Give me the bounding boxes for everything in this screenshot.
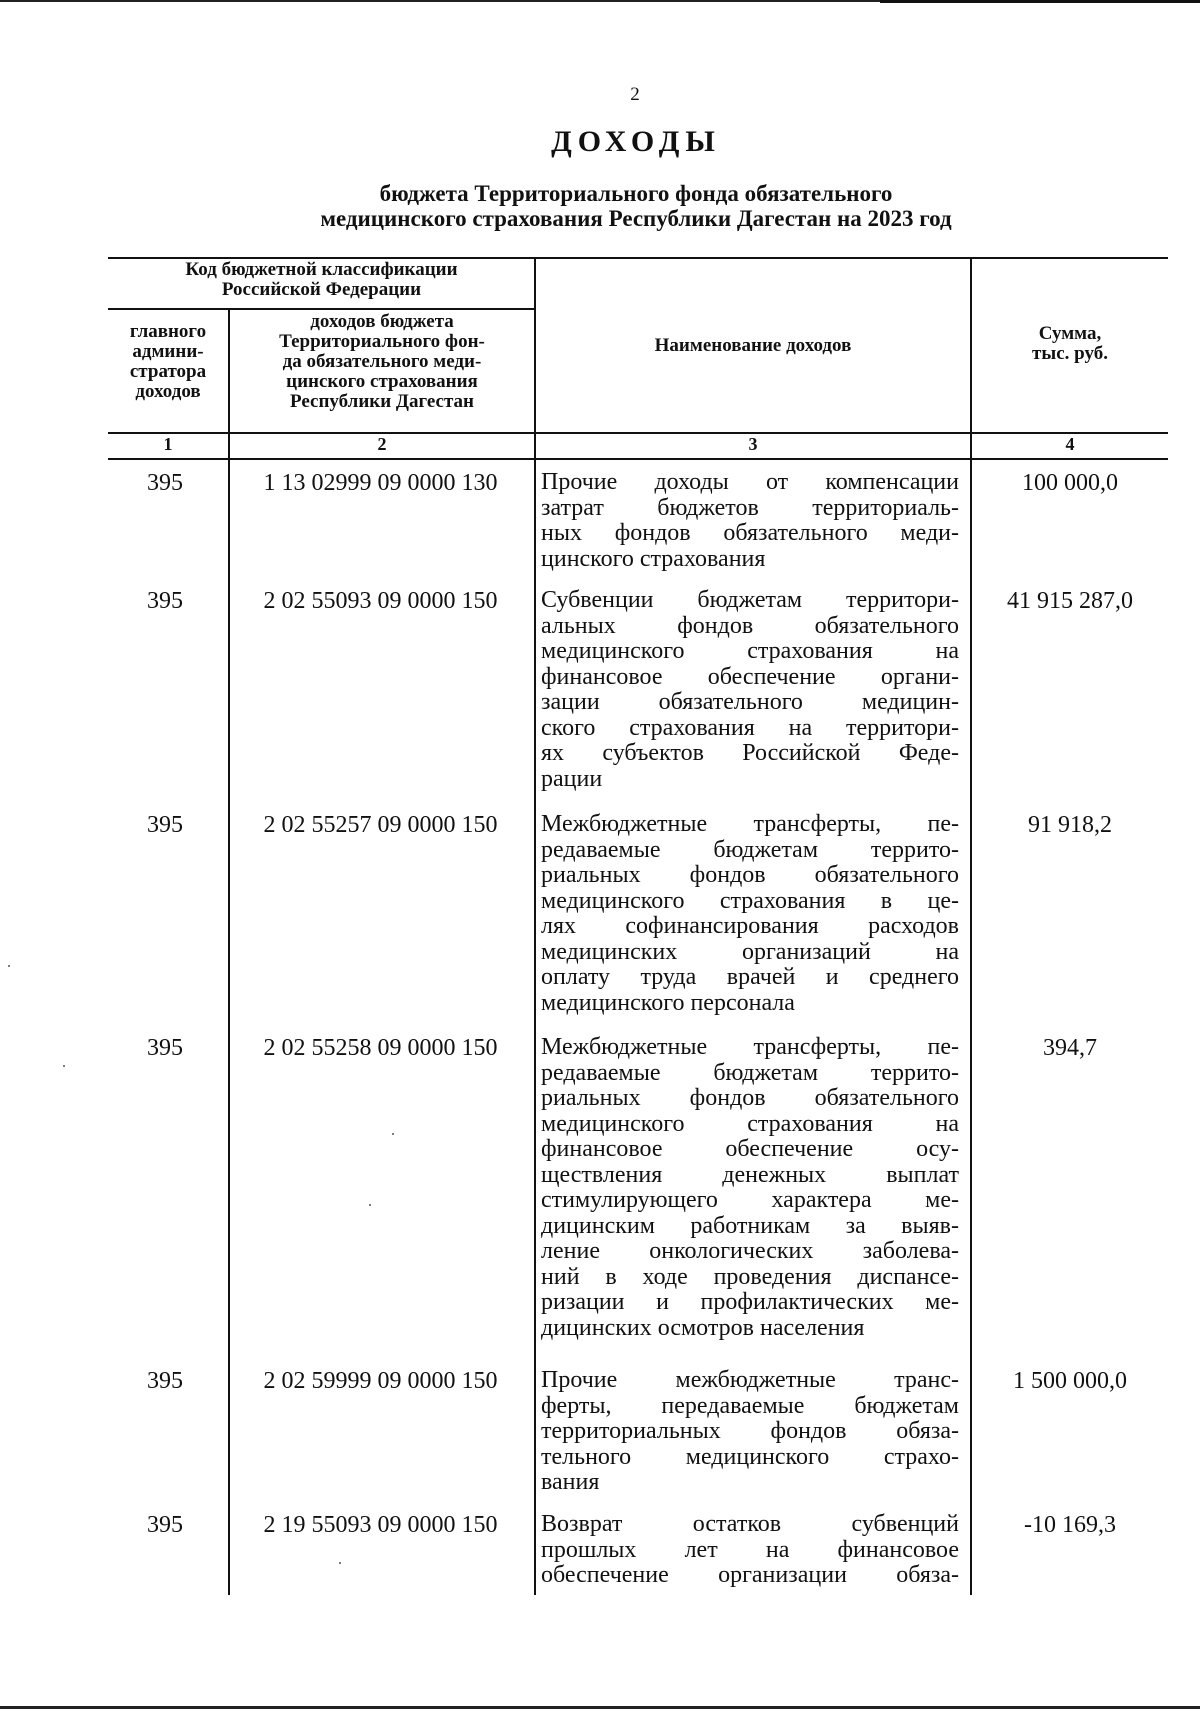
scan-speck [369, 1204, 371, 1206]
income-name-cell [541, 1512, 959, 1589]
income-name-line: финансовое обеспечение органи- [541, 663, 959, 690]
admin-code-cell: 395 [147, 470, 183, 496]
header-text: доходов бюджета [310, 311, 454, 332]
income-name-line: цинского страхования [541, 545, 766, 572]
budget-code-cell: 1 13 02999 09 0000 130 [263, 470, 498, 496]
income-name-line: Прочие доходы от компенсации [541, 469, 959, 495]
budget-code-cell: 2 02 59999 09 0000 150 [263, 1368, 498, 1394]
amount-cell: 91 918,2 [1028, 812, 1112, 838]
income-name-cell [541, 588, 959, 792]
income-name-line: медицинских организаций на [541, 938, 959, 965]
income-name-line: финансовое обеспечение осу- [541, 1136, 959, 1162]
income-name-line: медицинского страхования на [541, 1110, 959, 1137]
amount-cell: 100 000,0 [1022, 470, 1118, 496]
income-name-line: обеспечение организации обяза- [541, 1562, 959, 1588]
scan-speck [392, 1133, 394, 1135]
admin-code-cell: 395 [147, 812, 183, 838]
column-number: 2 [377, 434, 387, 454]
budget-code-cell: 2 02 55093 09 0000 150 [263, 588, 498, 614]
income-name-line: медицинского персонала [541, 989, 795, 1016]
admin-code-cell: 395 [147, 1512, 183, 1538]
income-name-line: риальных фондов обязательного [541, 862, 959, 888]
income-name-line: Возврат остатков субвенций [541, 1511, 959, 1537]
income-name-line: вания [541, 1469, 600, 1495]
header-group [108, 260, 535, 300]
amount-cell: -10 169,3 [1024, 1512, 1116, 1538]
income-name-line: альных фондов обязательного [541, 612, 959, 639]
column-number: 3 [748, 434, 758, 454]
income-name-line: Субвенции бюджетам территори- [541, 587, 959, 613]
income-name-line: прошлых лет на финансовое [541, 1536, 959, 1563]
income-name-line: медицинского страхования на [541, 638, 959, 664]
income-name-line: Межбюджетные трансферты, пе- [541, 811, 959, 837]
income-name-line: редаваемые бюджетам террито- [541, 836, 959, 863]
income-name-line: дицинских осмотров населения [541, 1314, 865, 1341]
admin-code-cell: 395 [147, 588, 183, 614]
income-name-line: тельного медицинского страхо- [541, 1443, 959, 1470]
income-name-cell [541, 1035, 959, 1341]
income-name-line: ний в ходе проведения диспансе- [541, 1263, 959, 1290]
header-text: Территориального фон- [279, 331, 485, 352]
page-number: 2 [630, 84, 640, 105]
income-name-line: ществления денежных выплат [541, 1161, 959, 1188]
header-text: доходов [135, 381, 201, 402]
subtitle-line: бюджета Территориального фонда обязательного [379, 181, 893, 206]
header-text: Сумма, [1038, 323, 1102, 344]
income-name-line: ях субъектов Российской Феде- [541, 740, 959, 766]
income-name-line: Прочие межбюджетные транс- [541, 1367, 959, 1393]
budget-code-cell: 2 19 55093 09 0000 150 [263, 1512, 498, 1538]
column-number: 4 [1065, 434, 1075, 454]
header-col3: Наименование доходов [654, 335, 852, 356]
budget-code-cell: 2 02 55257 09 0000 150 [263, 812, 498, 838]
budget-code-cell: 2 02 55258 09 0000 150 [263, 1035, 498, 1061]
header-text: главного [129, 321, 207, 342]
income-name-line: стимулирующего характера ме- [541, 1187, 959, 1213]
header-text: админи- [132, 341, 204, 362]
income-name-line: редаваемые бюджетам террито- [541, 1059, 959, 1086]
income-name-line: зации обязательного медицин- [541, 689, 959, 715]
income-name-line: ского страхования на территори- [541, 714, 959, 741]
header-text: тыс. руб. [1032, 343, 1108, 364]
income-name-cell [541, 1368, 959, 1496]
income-name-line: ферты, передаваемые бюджетам [541, 1392, 959, 1419]
header-col2 [230, 312, 534, 412]
scan-edge [0, 1706, 1200, 1709]
income-name-line: лях софинансирования расходов [541, 913, 959, 939]
scan-edge [880, 0, 1200, 3]
income-name-line: ризации и профилактических ме- [541, 1289, 959, 1315]
header-text: да обязательного меди- [282, 351, 482, 372]
income-name-line: Межбюджетные трансферты, пе- [541, 1034, 959, 1060]
header-text: стратора [129, 361, 207, 382]
document-subtitle [0, 181, 1200, 231]
income-name-cell [541, 470, 959, 572]
admin-code-cell: 395 [147, 1368, 183, 1394]
scan-speck [8, 965, 10, 967]
subtitle-line: медицинского страхования Республики Дагестан на 2023 год [320, 206, 952, 231]
income-name-line: оплату труда врачей и среднего [541, 964, 959, 990]
scan-speck [63, 1065, 65, 1067]
header-text: Российской Федерации [221, 279, 422, 300]
amount-cell: 1 500 000,0 [1013, 1368, 1127, 1394]
header-text: Республики Дагестан [290, 391, 474, 412]
income-name-line: медицинского страхования в це- [541, 887, 959, 914]
income-name-line: затрат бюджетов территориаль- [541, 494, 959, 521]
amount-cell: 394,7 [1043, 1035, 1097, 1061]
income-name-line: риальных фондов обязательного [541, 1085, 959, 1111]
scan-speck [339, 1562, 341, 1564]
income-name-line: территориальных фондов обяза- [541, 1418, 959, 1444]
income-name-line: ление онкологических заболева- [541, 1238, 959, 1264]
income-name-line: ных фондов обязательного меди- [541, 520, 959, 546]
admin-code-cell: 395 [147, 1035, 183, 1061]
income-name-cell [541, 812, 959, 1016]
income-name-line: рации [541, 765, 603, 792]
header-text: цинского страхования [286, 371, 478, 392]
column-number: 1 [163, 434, 173, 454]
document-title: ДОХОДЫ [551, 125, 721, 158]
header-text: Код бюджетной классификации [185, 259, 458, 280]
header-col4 [972, 324, 1168, 364]
header-col1 [108, 322, 228, 402]
income-name-line: дицинским работникам за выяв- [541, 1212, 959, 1239]
amount-cell: 41 915 287,0 [1007, 588, 1133, 614]
